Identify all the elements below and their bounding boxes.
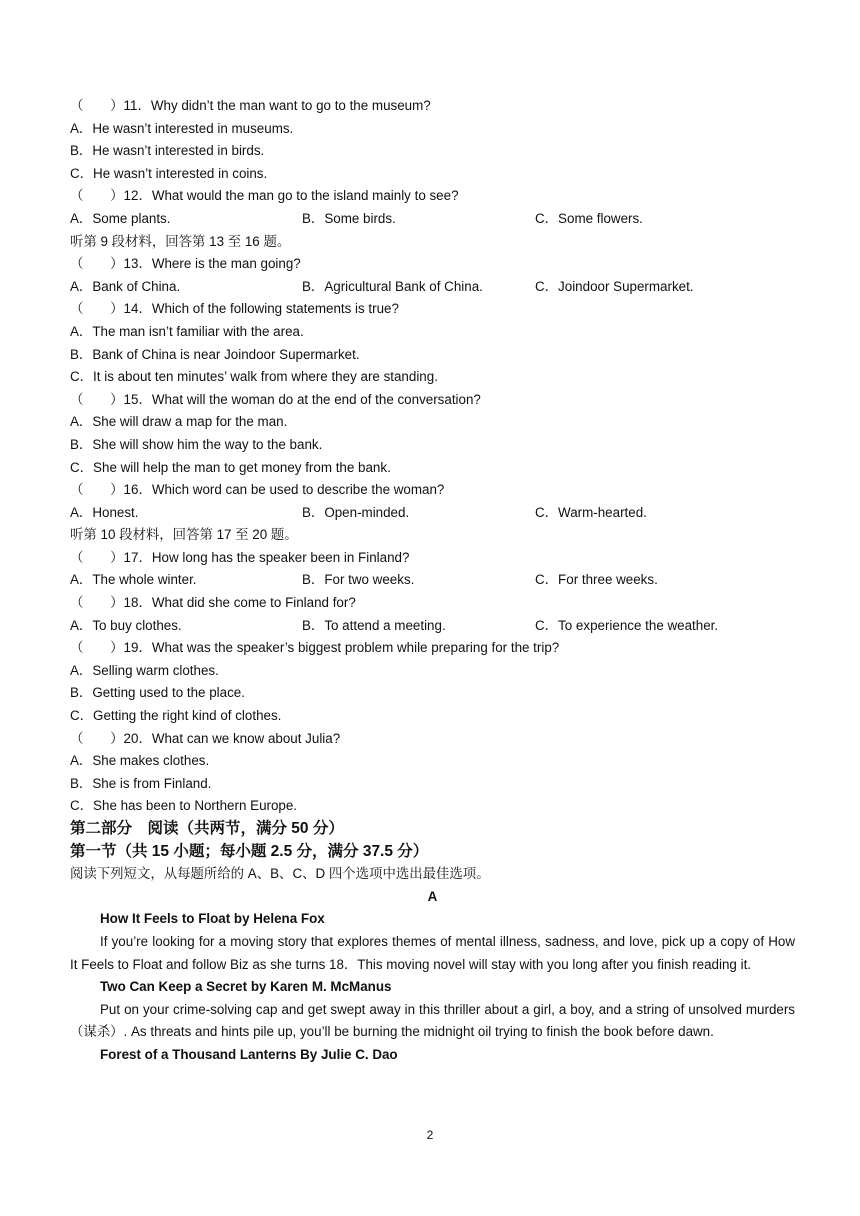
answer-option: A．To buy clothes. (70, 617, 182, 633)
answer-option: C．Warm-hearted. (535, 504, 647, 520)
answer-option: B．Getting used to the place. (70, 685, 245, 701)
answer-option: C．She will help the man to get money from the bank. (70, 459, 391, 475)
reading-instruction: 阅读下列短文，从每题所给的 A、B、C、D 四个选项中选出最佳选项。 (70, 866, 490, 882)
answer-option: B．To attend a meeting. (302, 617, 446, 633)
answer-option: B．Agricultural Bank of China. (302, 278, 483, 294)
question-stem: （ ）19．What was the speaker’s biggest problem while preparing for the trip? (70, 640, 560, 656)
answer-option: A．Selling warm clothes. (70, 662, 219, 678)
answer-options-row (70, 208, 795, 231)
answer-option: C．For three weeks. (535, 572, 658, 588)
question-stem: （ ）17．How long has the speaker been in Finland? (70, 549, 410, 565)
answer-option: C．To experience the weather. (535, 617, 719, 633)
answer-option: B．She is from Finland. (70, 775, 212, 791)
answer-option: B．Open-minded. (302, 504, 410, 520)
answer-option: B．He wasn’t interested in birds. (70, 143, 265, 159)
section-10-intro: 听第 10 段材料，回答第 17 至 20 题。 (70, 527, 298, 543)
book-title: How It Feels to Float by Helena Fox (100, 911, 325, 927)
answer-options-row (70, 615, 795, 638)
book-description: Put on your crime-solving cap and get swept away in this thriller about a girl, a boy, and a string of unsolved murders （谋杀）. As threats and hints pile up, you’ll be burning the midnight oil trying to finish the book before dawn. (70, 1001, 795, 1040)
part-2-heading: 第二部分 阅读（共两节，满分 50 分） (70, 820, 344, 837)
answer-option: C．She has been to Northern Europe. (70, 798, 298, 814)
answer-option: B．Some birds. (302, 210, 396, 226)
answer-option: A．She makes clothes. (70, 753, 210, 769)
answer-option: C．It is about ten minutes’ walk from where they are standing. (70, 369, 438, 385)
question-group-2 (70, 253, 795, 524)
question-group-3 (70, 547, 795, 818)
passage-label: A (427, 888, 438, 904)
book-description: If you’re looking for a moving story that explores themes of mental illness, sadness, and love, pick up a copy of How It Feels to Float and follow Biz as she turns 18．This moving novel will stay with you long after you finish reading it. (70, 933, 795, 972)
question-group-1 (70, 95, 795, 231)
answer-option: B．For two weeks. (302, 572, 415, 588)
section-1-heading: 第一节（共 15 小题；每小题 2.5 分，满分 37.5 分） (70, 842, 429, 860)
book-title: Forest of a Thousand Lanterns By Julie C. Dao (100, 1046, 398, 1062)
answer-options-row (70, 569, 795, 592)
book-title: Two Can Keep a Secret by Karen M. McManus (100, 979, 392, 995)
answer-options-row (70, 276, 795, 299)
question-stem: （ ）15．What will the woman do at the end of the conversation? (70, 391, 481, 407)
answer-option: C．Some flowers. (535, 210, 643, 226)
answer-option: A．Honest. (70, 504, 139, 520)
answer-option: A．The whole winter. (70, 572, 197, 588)
answer-option: B．She will show him the way to the bank. (70, 436, 323, 452)
question-stem: （ ）13．Where is the man going? (70, 256, 301, 272)
answer-option: A．She will draw a map for the man. (70, 414, 288, 430)
answer-option: A．Bank of China. (70, 278, 181, 294)
answer-option: C．Getting the right kind of clothes. (70, 708, 282, 724)
question-stem: （ ）12．What would the man go to the island mainly to see? (70, 188, 459, 204)
question-stem: （ ）16．Which word can be used to describe the woman? (70, 482, 445, 498)
answer-option: B．Bank of China is near Joindoor Supermarket. (70, 346, 360, 362)
section-9-intro: 听第 9 段材料，回答第 13 至 16 题。 (70, 233, 291, 249)
answer-option: C．He wasn’t interested in coins. (70, 165, 268, 181)
answer-options-row (70, 502, 795, 525)
question-stem: （ ）11．Why didn’t the man want to go to the museum? (70, 98, 431, 113)
answer-option: C．Joindoor Supermarket. (535, 278, 694, 294)
page-number: 2 (426, 1128, 434, 1142)
question-stem: （ ）18．What did she come to Finland for? (70, 595, 356, 611)
question-stem: （ ）20．What can we know about Julia? (70, 730, 341, 746)
answer-option: A．He wasn’t interested in museums. (70, 120, 294, 136)
question-stem: （ ）14．Which of the following statements is true? (70, 301, 399, 317)
page-content (70, 95, 795, 1067)
answer-option: A．Some plants. (70, 210, 171, 226)
answer-option: A．The man isn’t familiar with the area. (70, 323, 304, 339)
